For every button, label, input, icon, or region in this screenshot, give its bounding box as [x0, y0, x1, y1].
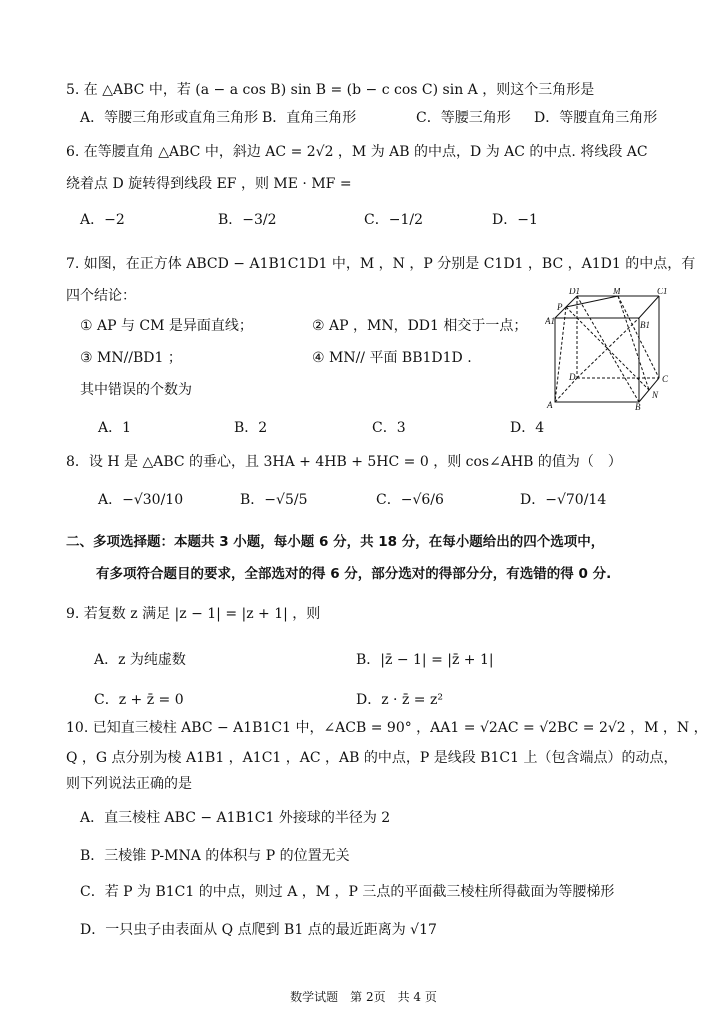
q7-option-d: D．4	[510, 420, 545, 436]
q7-option-a: A．1	[98, 420, 132, 436]
q6-option-a: A．−2	[80, 212, 125, 228]
q5-option-a: A．等腰三角形或直角三角形	[80, 110, 259, 126]
cube-label-B1: B1	[640, 320, 650, 330]
q10-option-d: D．一只虫子由表面从 Q 点爬到 B1 点的最近距离为 √17	[80, 922, 437, 938]
q8-option-b: B．−√5/5	[240, 492, 308, 508]
q6-line1: 6. 在等腰直角 △ABC 中，斜边 AC = 2√2 ，M 为 AB 的中点，D 为 AC 的中点. 将线段 AC	[66, 144, 648, 160]
cube-figure	[545, 288, 675, 410]
cube-label-C1: C1	[657, 288, 668, 296]
cube-label-B: B	[635, 402, 641, 410]
section2-line2: 有多项符合题目的要求，全部选对的得 6 分，部分选对的得部分分，有选错的得 0 分.	[96, 566, 612, 582]
q9-option-c: C．z + z̄ = 0	[94, 692, 184, 708]
section2-line1: 二、多项选择题：本题共 3 小题，每小题 6 分，共 18 分，在每小题给出的四个选项中，	[66, 534, 605, 550]
q10-option-c: C．若 P 为 B1C1 的中点，则过 A ，M ，P 三点的平面截三棱柱所得截面为等腰梯形	[80, 884, 615, 900]
q6-option-b: B．−3/2	[218, 212, 277, 228]
q9-option-b: B．|z̄ − 1| = |z̄ + 1|	[356, 652, 494, 668]
q6-line2: 绕着点 D 旋转得到线段 EF ，则 ME · MF =	[66, 176, 352, 192]
q9-option-a: A．z 为纯虚数	[94, 652, 186, 668]
cube-label-D1: D1	[569, 288, 580, 296]
cube-label-D: D	[569, 372, 576, 382]
q8-option-c: C．−√6/6	[376, 492, 444, 508]
cube-label-M: M	[613, 288, 621, 296]
q10-line2: Q ，G 点分别为棱 A1B1 ，A1C1 ，AC ，AB 的中点，P 是线段 B1C1 上（包含端点）的动点，	[66, 750, 678, 766]
q5-option-c: C．等腰三角形	[416, 110, 511, 126]
q10-option-a: A．直三棱柱 ABC − A1B1C1 外接球的半径为 2	[80, 810, 391, 826]
q10-option-b: B．三棱锥 P-MNA 的体积与 P 的位置无关	[80, 848, 350, 864]
cube-label-P: P	[557, 302, 563, 312]
q7-conclusion-3: ③ MN//BD1 ；	[80, 350, 182, 366]
q6-option-c: C．−1/2	[364, 212, 423, 228]
q10-line3: 则下列说法正确的是	[66, 776, 192, 792]
q7-conclusion-1: ① AP 与 CM 是异面直线；	[80, 318, 253, 334]
q5-stem: 5. 在 △ABC 中，若 (a − a cos B) sin B = (b − c cos C) sin A ，则这个三角形是	[66, 82, 595, 98]
q7-conclusion-2: ② AP ，MN，DD1 相交于一点；	[312, 318, 528, 334]
q6-option-d: D．−1	[492, 212, 538, 228]
cube-label-A1: A1	[545, 316, 555, 326]
q7-line1: 7. 如图，在正方体 ABCD − A1B1C1D1 中，M ，N ，P 分别是 C1D1 ，BC ，A1D1 的中点，有	[66, 256, 696, 272]
cube-label-N: N	[652, 390, 659, 400]
q5-option-b: B．直角三角形	[262, 110, 357, 126]
q9-option-d: D．z · z̄ = z²	[356, 692, 443, 708]
page-footer: 数学试题 第 2页 共 4 页	[290, 990, 437, 1004]
q8-stem: 8．设 H 是 △ABC 的垂心，且 3HA + 4HB + 5HC = 0 ，则 cos∠AHB 的值为（ ）	[66, 454, 622, 470]
q8-option-a: A．−√30/10	[98, 492, 184, 508]
cube-label-A: A	[547, 400, 553, 410]
q10-line1: 10. 已知直三棱柱 ABC − A1B1C1 中，∠ACB = 90° ，AA1 = √2AC = √2BC = 2√2 ，M ，N ，	[66, 720, 708, 736]
q7-option-b: B．2	[234, 420, 268, 436]
q7-conclusion-4: ④ MN// 平面 BB1D1D .	[312, 350, 472, 366]
q7-ask: 其中错误的个数为	[80, 382, 192, 398]
cube-label-C: C	[662, 374, 669, 384]
q8-option-d: D．−√70/14	[520, 492, 607, 508]
q7-option-c: C．3	[372, 420, 406, 436]
q7-line2: 四个结论：	[66, 288, 136, 304]
q9-stem: 9. 若复数 z 满足 |z − 1| = |z + 1| ，则	[66, 606, 321, 622]
q5-option-d: D．等腰直角三角形	[534, 110, 658, 126]
